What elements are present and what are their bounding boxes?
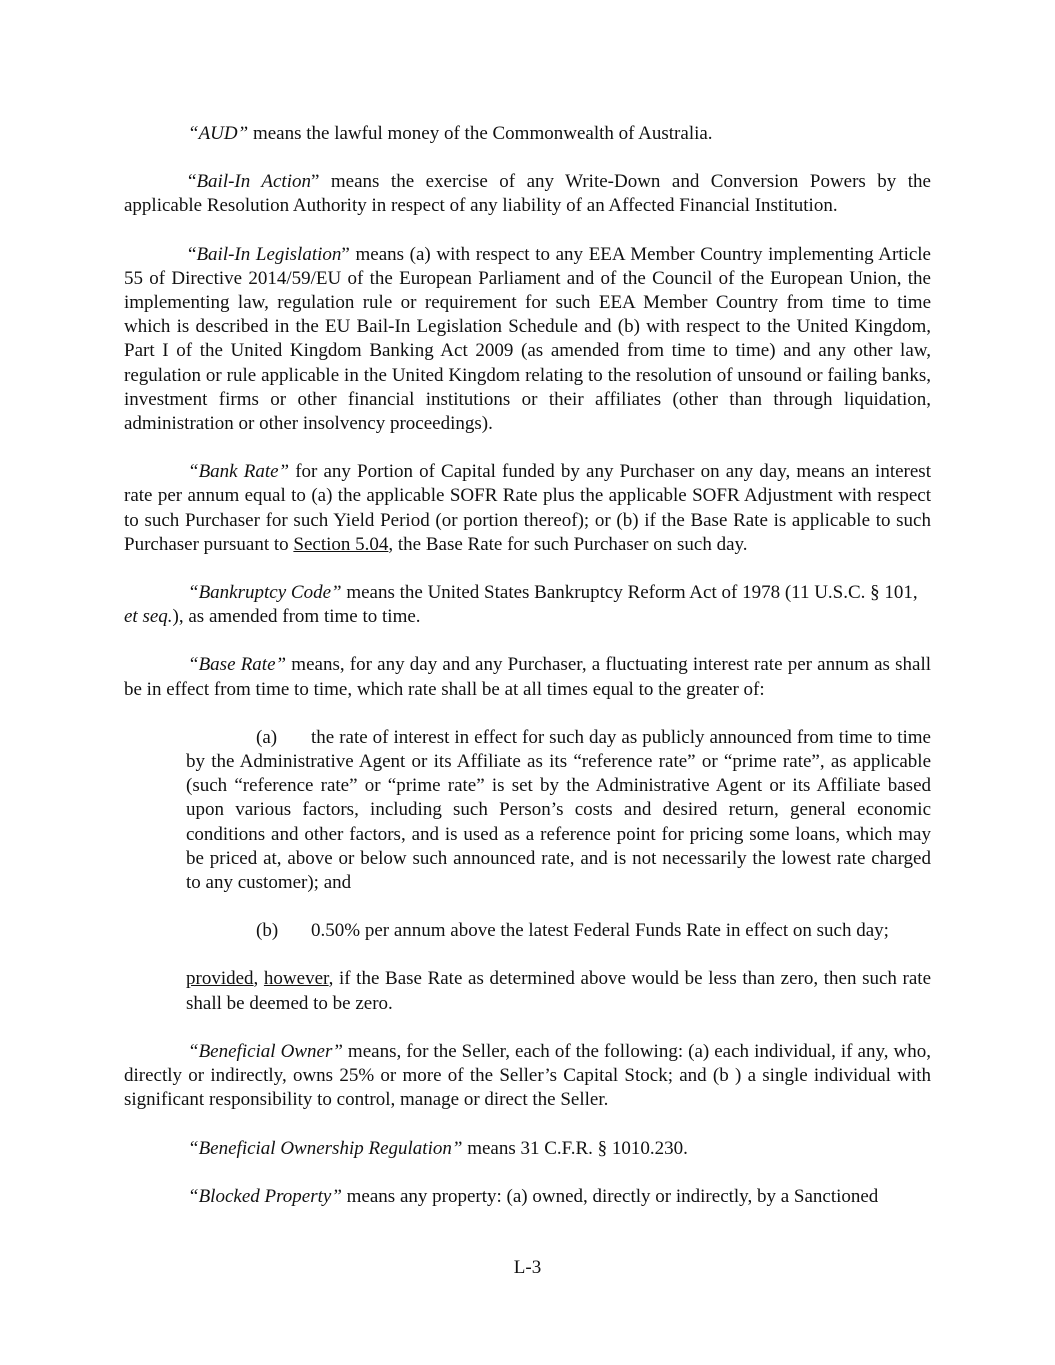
section-reference-link: Section 5.04	[293, 533, 389, 555]
page-number: L-3	[513, 1257, 542, 1278]
definition-bankruptcy-code: “Bankruptcy Code” means the United States Bankruptcy Reform Act of 1978 (11 U.S.C. § 101, et seq.), as amended from time to time.	[124, 582, 918, 628]
term-aud: “AUD”	[188, 123, 249, 144]
base-rate-proviso: provided, however, if the Base Rate as determined above would be less than zero, then such rate shall be deemed to be zero.	[186, 968, 931, 1014]
term-bail-in-action: Bail-In Action	[196, 171, 311, 193]
definition-beneficial-owner: “Beneficial Owner” means, for the Seller, each of the following: (a) each individual, if any, who, directly or indirectly, owns 25% or more of the Seller’s Capital Stock; and (b ) a single individual with significant responsibility to control, manage or direct the Seller.	[124, 1040, 931, 1111]
definition-base-rate: “Base Rate” means, for any day and any Purchaser, a fluctuating interest rate per annum as shall be in effect from time to time, which rate shall be at all times equal to the greater of:	[124, 654, 931, 700]
latin-phrase: et seq.	[124, 606, 173, 628]
term-bank-rate: “Bank Rate”	[188, 461, 290, 483]
base-rate-clause-b: (b) 0.50% per annum above the latest Federal Funds Rate in effect on such day;	[186, 919, 931, 943]
definition-bail-in-action: “Bail-In Action” means the exercise of any Write-Down and Conversion Powers by the applicable Resolution Authority in respect of any liability of an Affected Financial Institution.	[124, 171, 931, 217]
document-body	[124, 122, 931, 1209]
definition-bail-in-legislation: “Bail-In Legislation” means (a) with respect to any EEA Member Country implementing Article 55 of Directive 2014/59/EU of the European Parliament and of the Council of the European Union, the implementing law, regulation rule or requirement for such EEA Member Country from time to time which is described in the EU Bail-In Legislation Schedule and (b) with respect to the United Kingdom, Part I of the United Kingdom Banking Act 2009 (as amended from time to time) and any other law, regulation or rule applicable in the United Kingdom relating to the resolution of unsound or failing banks, investment firms or other financial institutions or their affiliates (other than through liquidation, administration or other insolvency proceedings).	[124, 243, 931, 435]
term-bail-in-legislation: Bail-In Legislation	[196, 243, 342, 265]
definition-beneficial-ownership-regulation: “Beneficial Ownership Regulation” means 31 C.F.R. § 1010.230.	[188, 1137, 688, 1159]
clause-label: (b)	[256, 920, 279, 942]
definition-bank-rate: “Bank Rate” for any Portion of Capital funded by any Purchaser on any day, means an interest rate per annum equal to (a) the applicable SOFR Rate plus the applicable SOFR Adjustment with respect to such Purchaser for such Yield Period (or portion thereof); or (b) if the Base Rate is applicable to such Purchaser pursuant to Section 5.04, the Base Rate for such Purchaser on such day.	[124, 461, 931, 555]
definition-blocked-property: “Blocked Property” means any property: (a) owned, directly or indirectly, by a Sanctioned	[188, 1185, 879, 1207]
term-base-rate: “Base Rate”	[188, 654, 287, 676]
base-rate-clause-a: (a) the rate of interest in effect for such day as publicly announced from time to time by the Administrative Agent or its Affiliate as its “reference rate” or “prime rate”, as applicable (such “reference rate” or “prime rate” is set by the Administrative Agent or its Affiliate based upon various factors, including such Person’s costs and desired return, general economic conditions and other factors, and is used as a reference point for pricing some loans, which may be priced at, above or below such announced rate, and is not necessarily the lowest rate charged to any customer); and	[186, 726, 931, 894]
clause-label: (a)	[256, 726, 278, 748]
definition-aud: “AUD” means the lawful money of the Commonwealth of Australia.	[188, 123, 713, 144]
term-beneficial-ownership-regulation: “Beneficial Ownership Regulation”	[188, 1137, 463, 1159]
term-bankruptcy-code: “Bankruptcy Code”	[188, 582, 342, 604]
term-blocked-property: “Blocked Property”	[188, 1185, 342, 1207]
term-beneficial-owner: “Beneficial Owner”	[188, 1040, 343, 1062]
